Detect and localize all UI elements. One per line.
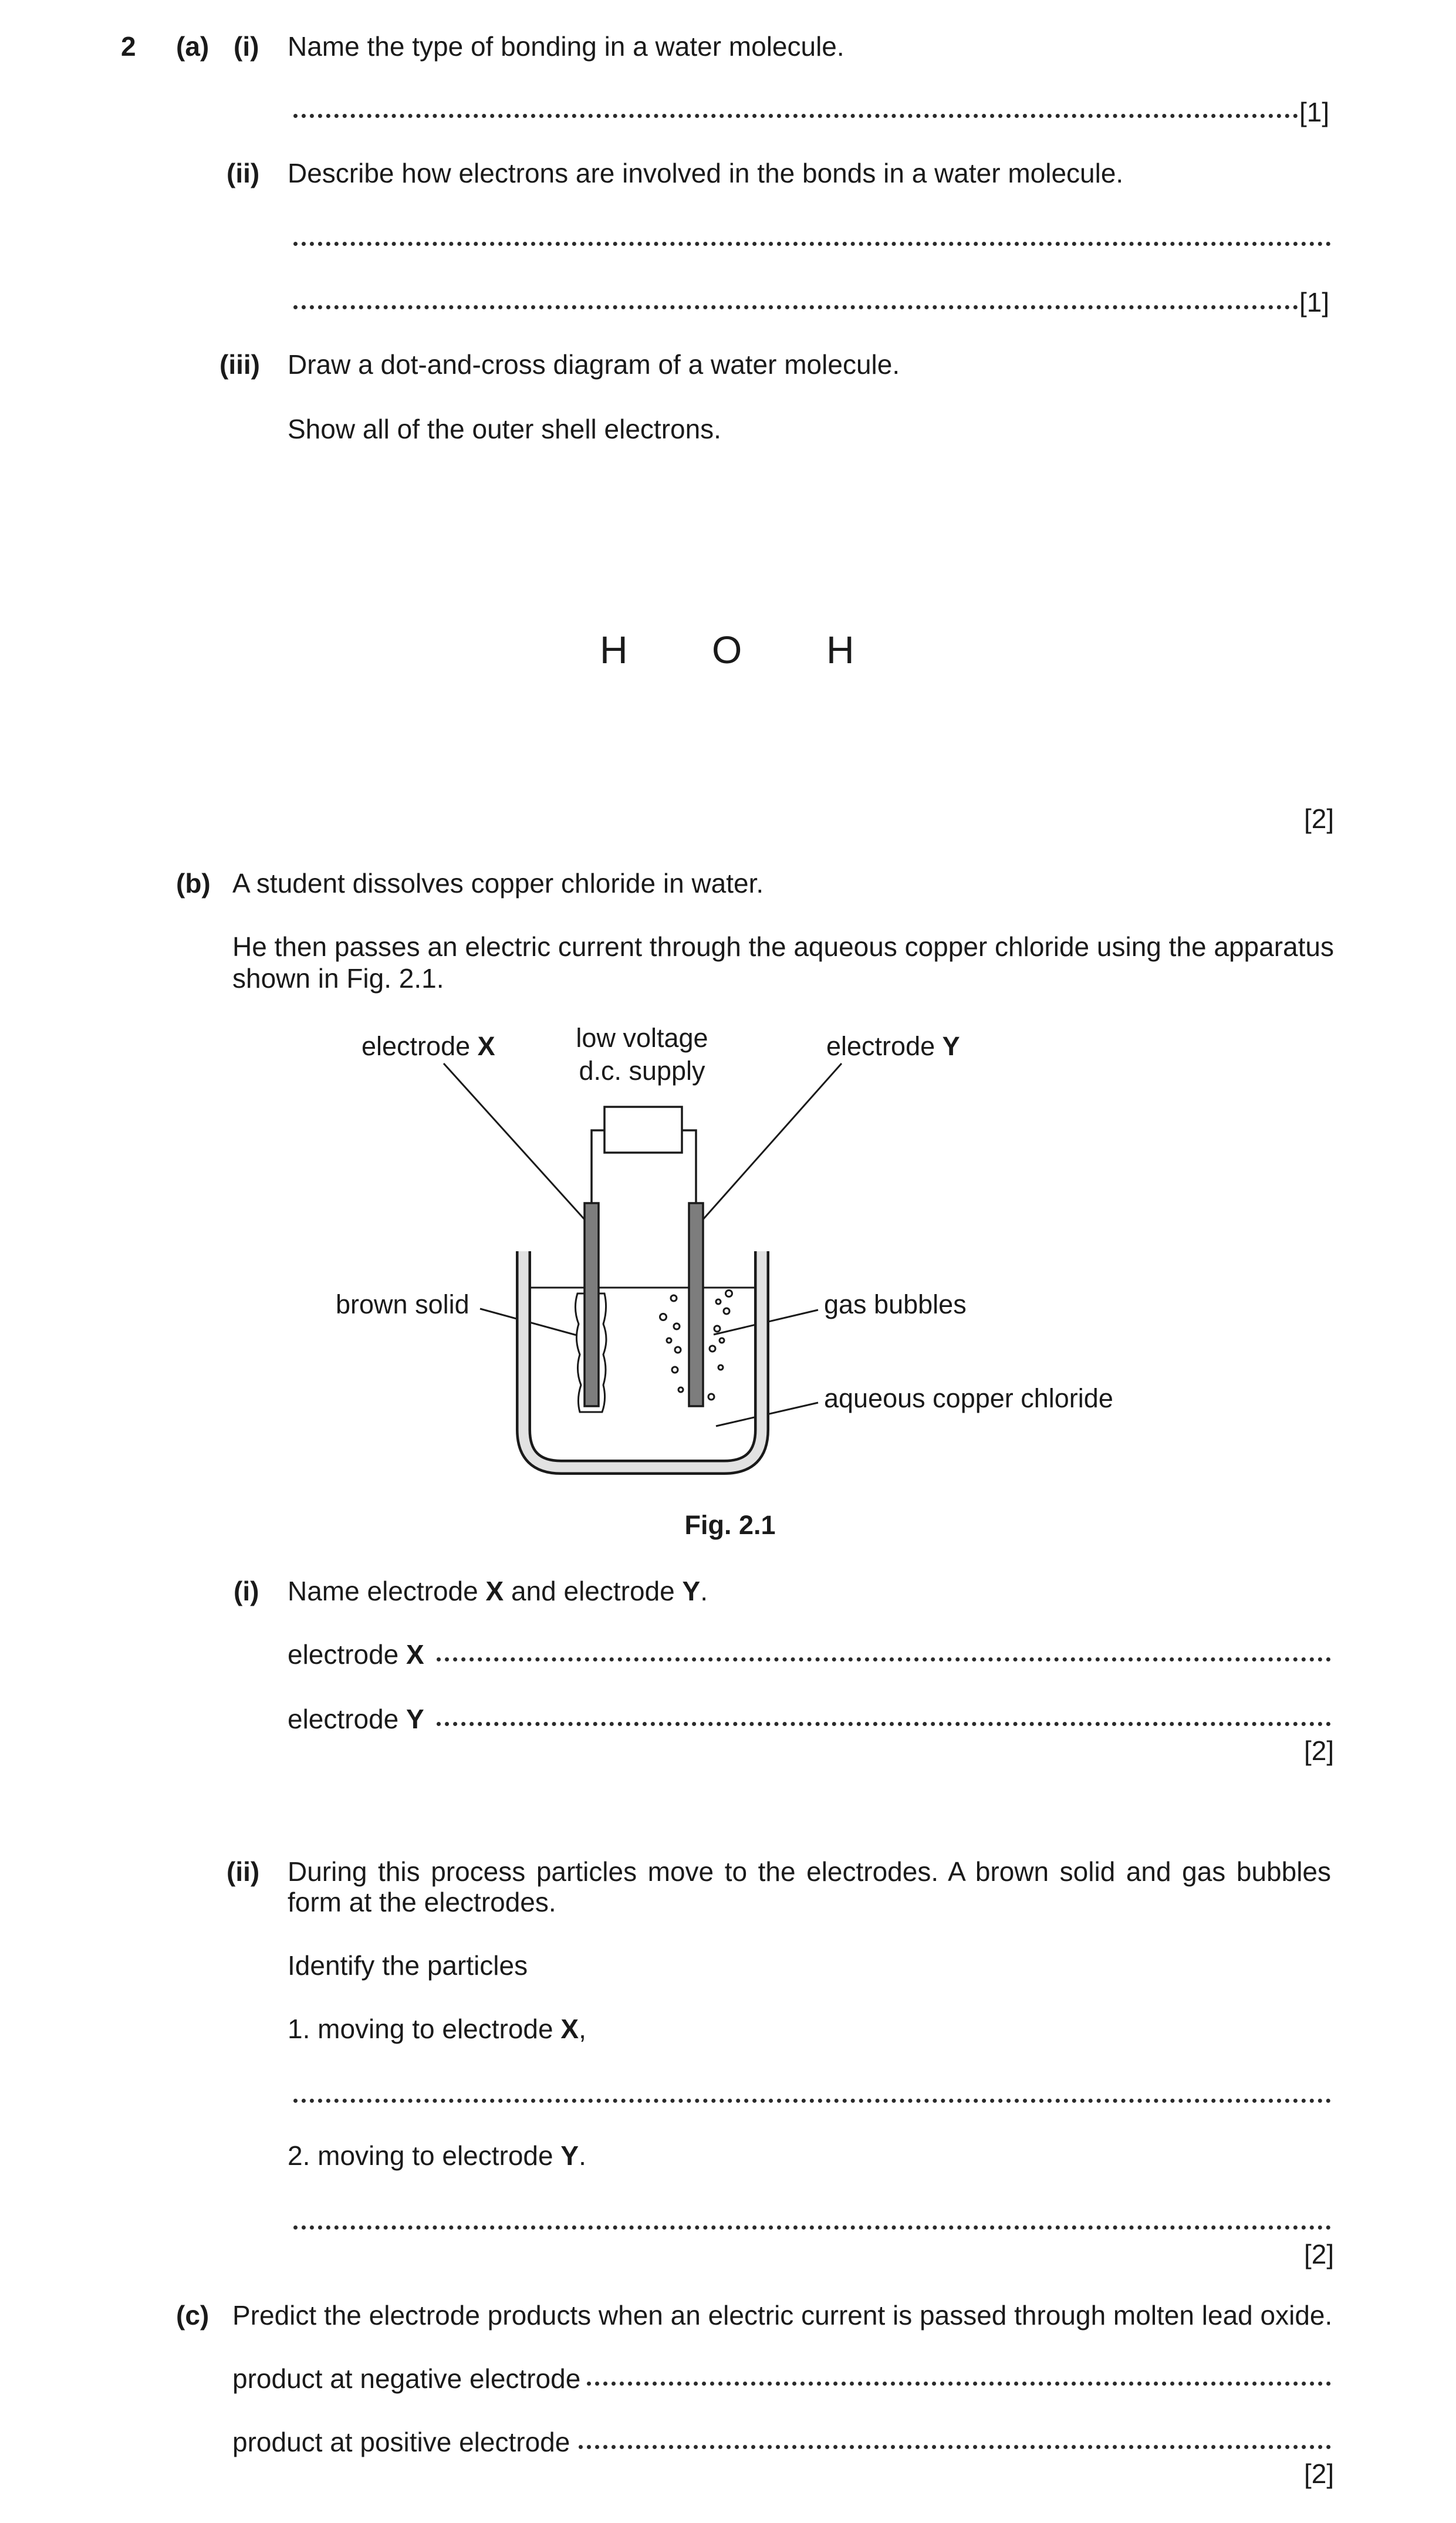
aqueous-copper-chloride-label: aqueous copper chloride [824, 1383, 1113, 1413]
part-b-intro: A student dissolves copper chloride in water. [232, 868, 764, 899]
part-a-ii-question: Describe how electrons are involved in the bonds in a water molecule. [288, 158, 1124, 188]
mark-allocation: [1] [1299, 97, 1330, 127]
part-b-ii-question-2: form at the electrodes. [288, 1887, 556, 1917]
part-b-intro-2: He then passes an electric current through the aqueous copper chloride using the apparatus [232, 931, 1334, 962]
gas-bubbles-label: gas bubbles [824, 1289, 967, 1319]
electrode-x-label: electrode X [362, 1031, 495, 1061]
part-c-question: Predict the electrode products when an electric current is passed through molten lead oxide. [232, 2300, 1333, 2331]
part-b-ii-label: (ii) [227, 1856, 260, 1887]
part-a-i-question: Name the type of bonding in a water molecule. [288, 31, 844, 62]
dc-supply-box [604, 1107, 682, 1153]
mark-allocation: [2] [1304, 2458, 1335, 2489]
electrode-x-answer-line[interactable] [437, 1657, 1331, 1661]
part-b-i-label: (i) [234, 1576, 259, 1606]
negative-electrode-label: product at negative electrode [232, 2363, 581, 2394]
part-b-ii-instruction: Identify the particles [288, 1950, 528, 1981]
part-b-i-question: Name electrode X and electrode Y. [288, 1576, 708, 1606]
part-a-ii-label: (ii) [227, 158, 260, 188]
answer-line[interactable] [293, 2225, 1331, 2230]
part-b-label: (b) [176, 868, 211, 899]
mark-allocation: [2] [1304, 2239, 1335, 2269]
electrode-y-label: electrode Y [826, 1031, 960, 1061]
part-c-label: (c) [176, 2300, 210, 2331]
supply-label-line2: d.c. supply [579, 1056, 705, 1086]
part-a-iii-instruction: Show all of the outer shell electrons. [288, 414, 721, 444]
part-a-i-label: (i) [234, 31, 259, 62]
part-a-label: (a) [176, 31, 210, 62]
supply-label-line1: low voltage [576, 1023, 708, 1053]
positive-electrode-answer-line[interactable] [579, 2445, 1331, 2449]
figure-caption: Fig. 2.1 [684, 1510, 776, 1540]
part-a-iii-label: (iii) [219, 349, 260, 380]
brown-solid-label: brown solid [336, 1289, 469, 1319]
mark-allocation: [2] [1304, 1735, 1335, 1766]
beaker-wall [523, 1251, 762, 1467]
atom-hydrogen-right: H [826, 628, 854, 671]
electrode-x [585, 1203, 599, 1406]
negative-electrode-answer-line[interactable] [587, 2382, 1331, 2386]
part-a-iii-question: Draw a dot-and-cross diagram of a water molecule. [288, 349, 900, 380]
question-number: 2 [121, 31, 136, 62]
beaker-wall-outline [523, 1251, 762, 1467]
list-item: 2. moving to electrode Y. [288, 2140, 586, 2171]
electrode-y [689, 1203, 703, 1406]
atom-oxygen: O [712, 628, 742, 671]
electrode-y-answer-line[interactable] [437, 1722, 1331, 1726]
atom-hydrogen-left: H [600, 628, 628, 671]
electrode-x-answer-label: electrode X [288, 1639, 424, 1670]
mark-allocation: [1] [1299, 287, 1330, 318]
mark-allocation: [2] [1304, 803, 1335, 834]
answer-line[interactable] [293, 2099, 1331, 2103]
positive-electrode-label: product at positive electrode [232, 2427, 570, 2457]
part-b-intro-3: shown in Fig. 2.1. [232, 963, 444, 994]
part-b-ii-question: During this process particles move to the electrodes. A brown solid and gas bubbles [288, 1856, 1331, 1887]
list-item: 1. moving to electrode X, [288, 2014, 586, 2044]
electrode-y-answer-label: electrode Y [288, 1704, 424, 1734]
